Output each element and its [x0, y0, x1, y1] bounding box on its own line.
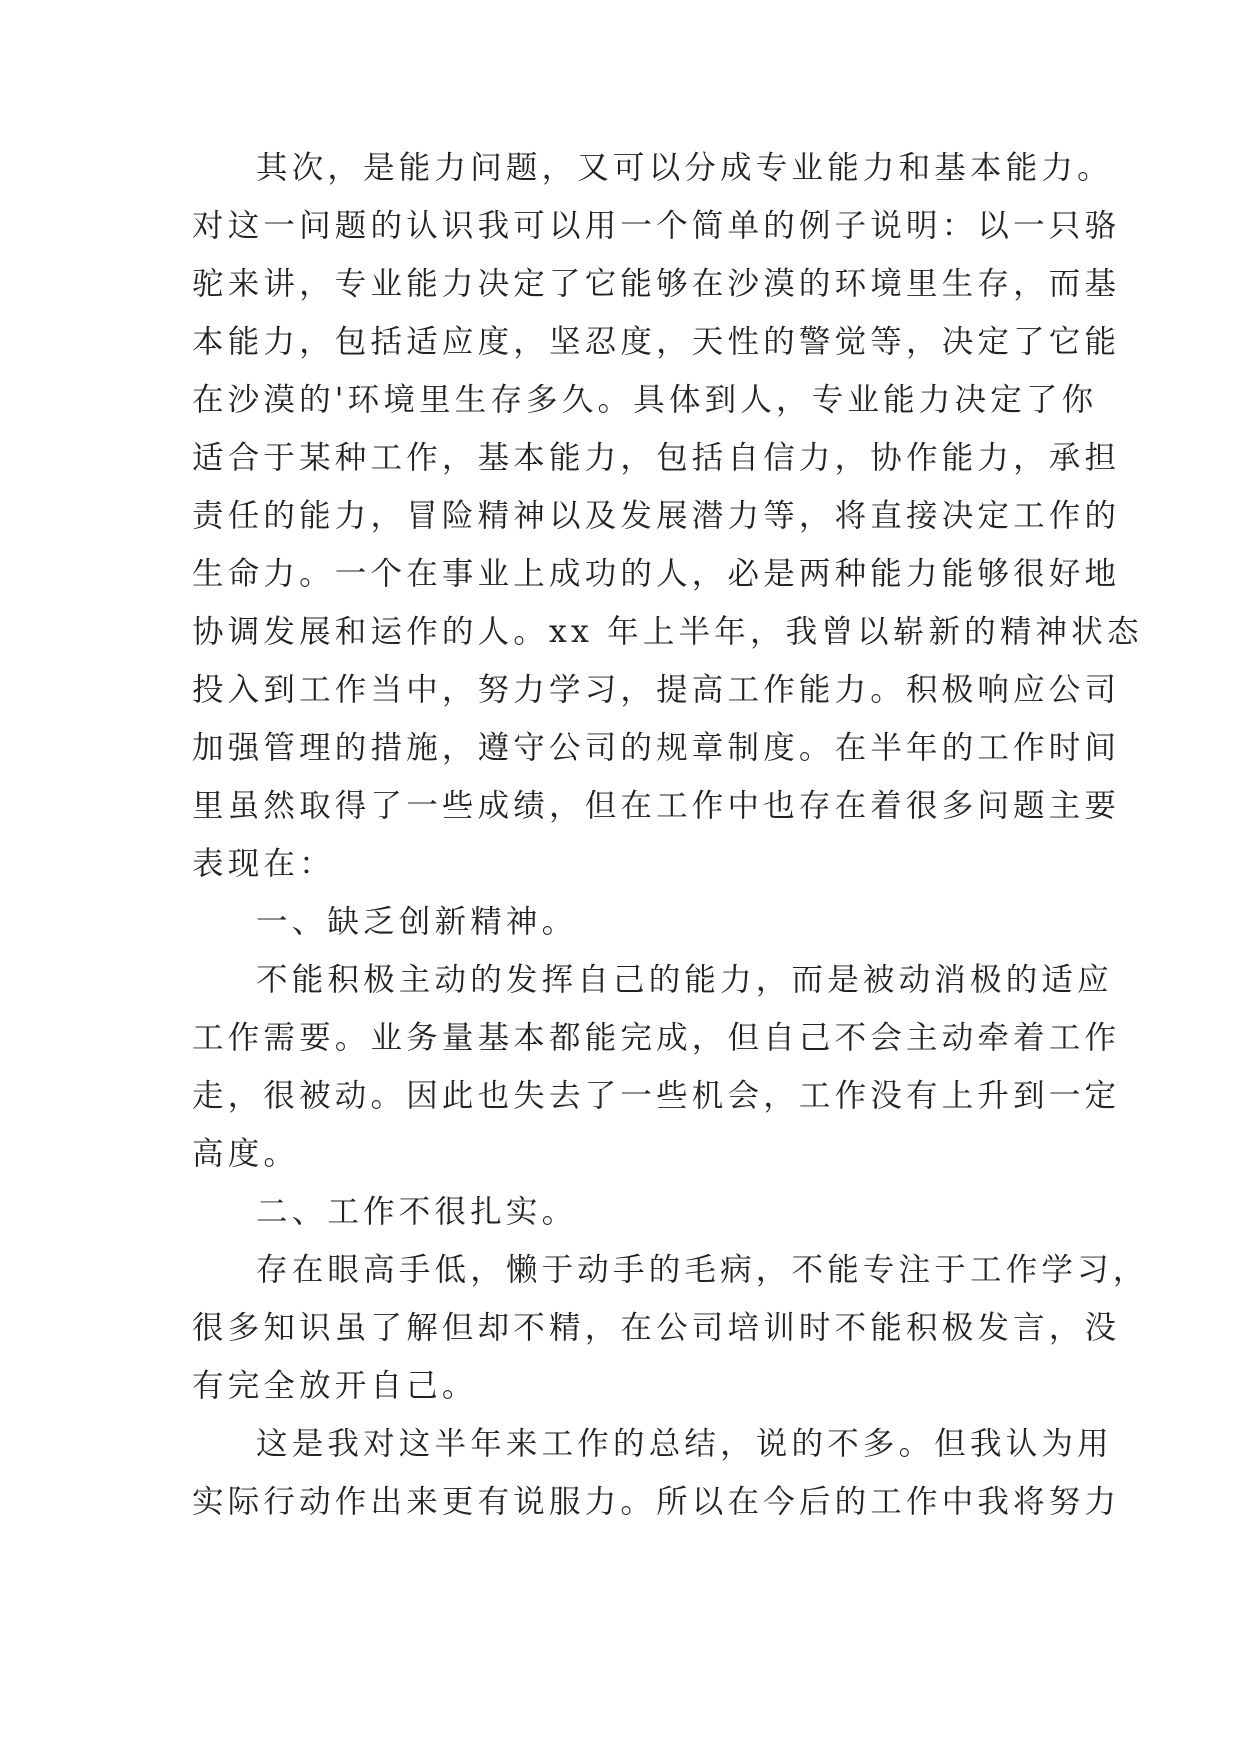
section-heading: 一、缺乏创新精神。	[256, 904, 578, 940]
paragraph-line: 驼来讲，专业能力决定了它能够在沙漠的环境里生存，而基	[192, 266, 1121, 302]
paragraph-line: 工作需要。业务量基本都能完成，但自己不会主动牵着工作	[192, 1020, 1121, 1056]
paragraph-line: 对这一问题的认识我可以用一个简单的例子说明：以一只骆	[192, 208, 1121, 244]
paragraph-line: 责任的能力，冒险精神以及发展潜力等，将直接决定工作的	[192, 498, 1121, 534]
paragraph-line: 本能力，包括适应度，坚忍度，天性的警觉等，决定了它能	[192, 324, 1121, 360]
paragraph-line: 这是我对这半年来工作的总结，说的不多。但我认为用	[256, 1426, 1113, 1462]
paragraph-line: 加强管理的措施，遵守公司的规章制度。在半年的工作时间	[192, 730, 1121, 766]
paragraph-line: 生命力。一个在事业上成功的人，必是两种能力能够很好地	[192, 556, 1121, 592]
paragraph-line: 里虽然取得了一些成绩，但在工作中也存在着很多问题主要	[192, 788, 1121, 824]
paragraph-line: 不能积极主动的发挥自己的能力，而是被动消极的适应	[256, 962, 1113, 998]
paragraph-line: 走，很被动。因此也失去了一些机会，工作没有上升到一定	[192, 1078, 1121, 1114]
paragraph-line: 实际行动作出来更有说服力。所以在今后的工作中我将努力	[192, 1484, 1121, 1520]
paragraph-line: 在沙漠的'环境里生存多久。具体到人，专业能力决定了你	[192, 382, 1098, 418]
paragraph-line: 高度。	[192, 1136, 300, 1172]
paragraph-line: 存在眼高手低，懒于动手的毛病，不能专注于工作学习，	[256, 1252, 1149, 1288]
paragraph-line: 有完全放开自己。	[192, 1368, 478, 1404]
section-heading: 二、工作不很扎实。	[256, 1194, 578, 1230]
paragraph-line: 协调发展和运作的人。xx 年上半年，我曾以崭新的精神状态	[192, 614, 1143, 650]
paragraph-line: 适合于某种工作，基本能力，包括自信力，协作能力，承担	[192, 440, 1121, 476]
paragraph-line: 其次，是能力问题，又可以分成专业能力和基本能力。	[256, 150, 1113, 186]
paragraph-line: 很多知识虽了解但却不精，在公司培训时不能积极发言，没	[192, 1310, 1121, 1346]
paragraph-line: 表现在：	[192, 846, 335, 882]
paragraph-line: 投入到工作当中，努力学习，提高工作能力。积极响应公司	[192, 672, 1121, 708]
